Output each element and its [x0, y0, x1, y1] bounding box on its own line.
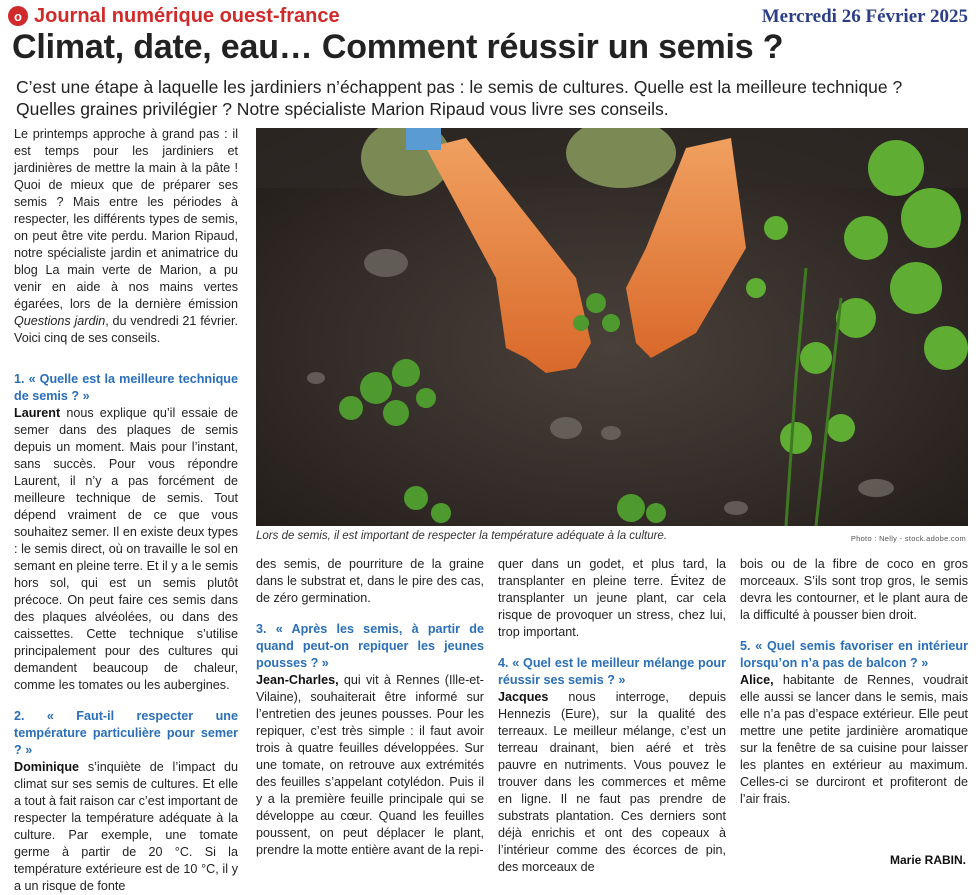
- ouest-france-logo-icon: o: [8, 6, 28, 26]
- column-3: [498, 556, 726, 876]
- article-photo: [256, 128, 968, 526]
- answer-4-part-2: bois ou de la fibre de coco en gros morceaux. S’ils sont trop gros, le semis devra les contourner, et le plant aura de la difficulté à pousser bien droit.: [740, 557, 968, 622]
- article-lede: C’est une étape à laquelle les jardiniers n’échappent pas : le semis de cultures. Quelle est la meilleure technique ? Quelles graines privilégier ? Notre spécialiste Marion Ripaud vous livre ses conseils.: [16, 77, 903, 119]
- answer-2-part-1: Dominique s’inquiète de l’impact du climat sur ses semis de cultures. Et elle a tout à fait raison car c’est important de respecter la température adéquate à la culture. Par exemple, une tomate germe à partir de 20 °C. Si la température extérieure est de 10 °C, il y a un risque de fonte: [14, 760, 239, 893]
- question-4-heading: 4. « Quel est le meilleur mélange pour réussir ses semis ? »: [498, 656, 726, 687]
- answer-3-part-1: Jean-Charles, qui vit à Rennes (Ille-et-Vilaine), souhaiterait être informé sur l’entretien des jeunes pousses. Pour les repiquer, c’est très simple : il faut avoir trois à quatre feuilles développées. Sur une tomate, on retrouve aux extrémités des feuilles s’appelant cotylédon. Puis il y a la première feuille principale qui se développe au cœur. Quand les feuilles poussent, on peut déplacer le plant, prendre la motte entière avant de la repi-: [256, 673, 484, 857]
- column-1: [14, 126, 238, 895]
- author-signature: Marie RABIN.: [889, 853, 966, 867]
- publication-date: Mercredi 26 Février 2025: [761, 6, 968, 27]
- journal-name: Journal numérique ouest-france: [34, 4, 340, 27]
- answer-2-part-2: des semis, de pourriture de la graine dans le substrat et, dans le pire des cas, de zéro germination.: [256, 557, 484, 605]
- column-4: [740, 556, 968, 808]
- answer-1: Laurent nous explique qu’il essaie de semer dans des plaques de semis depuis un moment. Mais pour l’instant, sans succès. Pour vous répondre Laurent, il n’y a pas forcément de meilleure technique de semis. Tout dépend vraiment de ce que vous souhaitez semer. Il en existe deux types : le semis direct, où on travaille le sol en semant en pleine terre. Et il y a le semis hors sol, qui est un semis plutôt précoce. On peut faire ces semis dans des plaques alvéolées, ou dans des caissettes. Cette technique s’utilise principalement pour des cultures qui demandent beaucoup de chaleur, comme les tomates ou les aubergines.: [14, 406, 238, 692]
- question-3-heading: 3. « Après les semis, à partir de quand peut-on repiquer les jeunes pousses ? »: [256, 622, 484, 670]
- gardener-hands-seedlings-image: [256, 128, 968, 526]
- article-title: Climat, date, eau… Comment réussir un semis ?: [12, 28, 784, 66]
- masthead: [8, 4, 340, 28]
- intro-paragraph: Le printemps approche à grand pas : il est temps pour les jardiniers et jardinières de mettre la main à la pâte ! Quoi de mieux que de préparer ses semis ? Mais entre les périodes à respecter, les différents types de semis, on peut être vite perdu. Marion Ripaud, notre spécialiste jardin et animatrice du blog La main verte de Marion, a pu venir en aide à nos mains vertes égarées, lors de la dernière émission Questions jardin, du vendredi 21 février. Voici cinq de ses conseils.: [14, 127, 238, 345]
- question-1-heading: 1. « Quelle est la meilleure technique de semis ? »: [14, 372, 238, 403]
- column-2: [256, 556, 484, 859]
- answer-5: Alice, habitante de Rennes, voudrait elle aussi se lancer dans le semis, mais elle n’a pas d’espace extérieur. Elle peut mettre une petite jardinière aromatique sur la fenêtre de sa cuisine pour laisser les plantes en extérieur au maximum. Celles-ci se durciront et profiteront de l’air frais.: [740, 673, 968, 806]
- photo-credit: Photo : Nelly - stock.adobe.com: [850, 534, 966, 543]
- show-name: Questions jardin: [14, 314, 106, 328]
- answer-3-part-2: quer dans un godet, et plus tard, la transplanter en pleine terre. Évitez de transplanter un jeune plant, car cela risque de provoquer un stress, chez lui, trop important.: [498, 557, 726, 639]
- question-5-heading: 5. « Quel semis favoriser en intérieur lorsqu’on n’a pas de balcon ? »: [740, 639, 968, 670]
- question-2-heading: 2. « Faut-il respecter une température particulière pour semer ? »: [14, 709, 238, 757]
- photo-caption: Lors de semis, il est important de respecter la température adéquate à la culture.: [256, 530, 668, 542]
- answer-4-part-1: Jacques nous interroge, depuis Hennezis (Eure), sur la qualité des terreaux. Le meilleur mélange, c’est un terreau drainant, bien aéré et très pauvre en nutriments. Vous pouvez le trouver dans les commerces et même en ligne. Il ne faut pas prendre de substrats plantation. Ces derniers sont déjà enrichis et ont des copeaux à l’intérieur comme des écorces de pin, des morceaux de: [498, 690, 726, 874]
